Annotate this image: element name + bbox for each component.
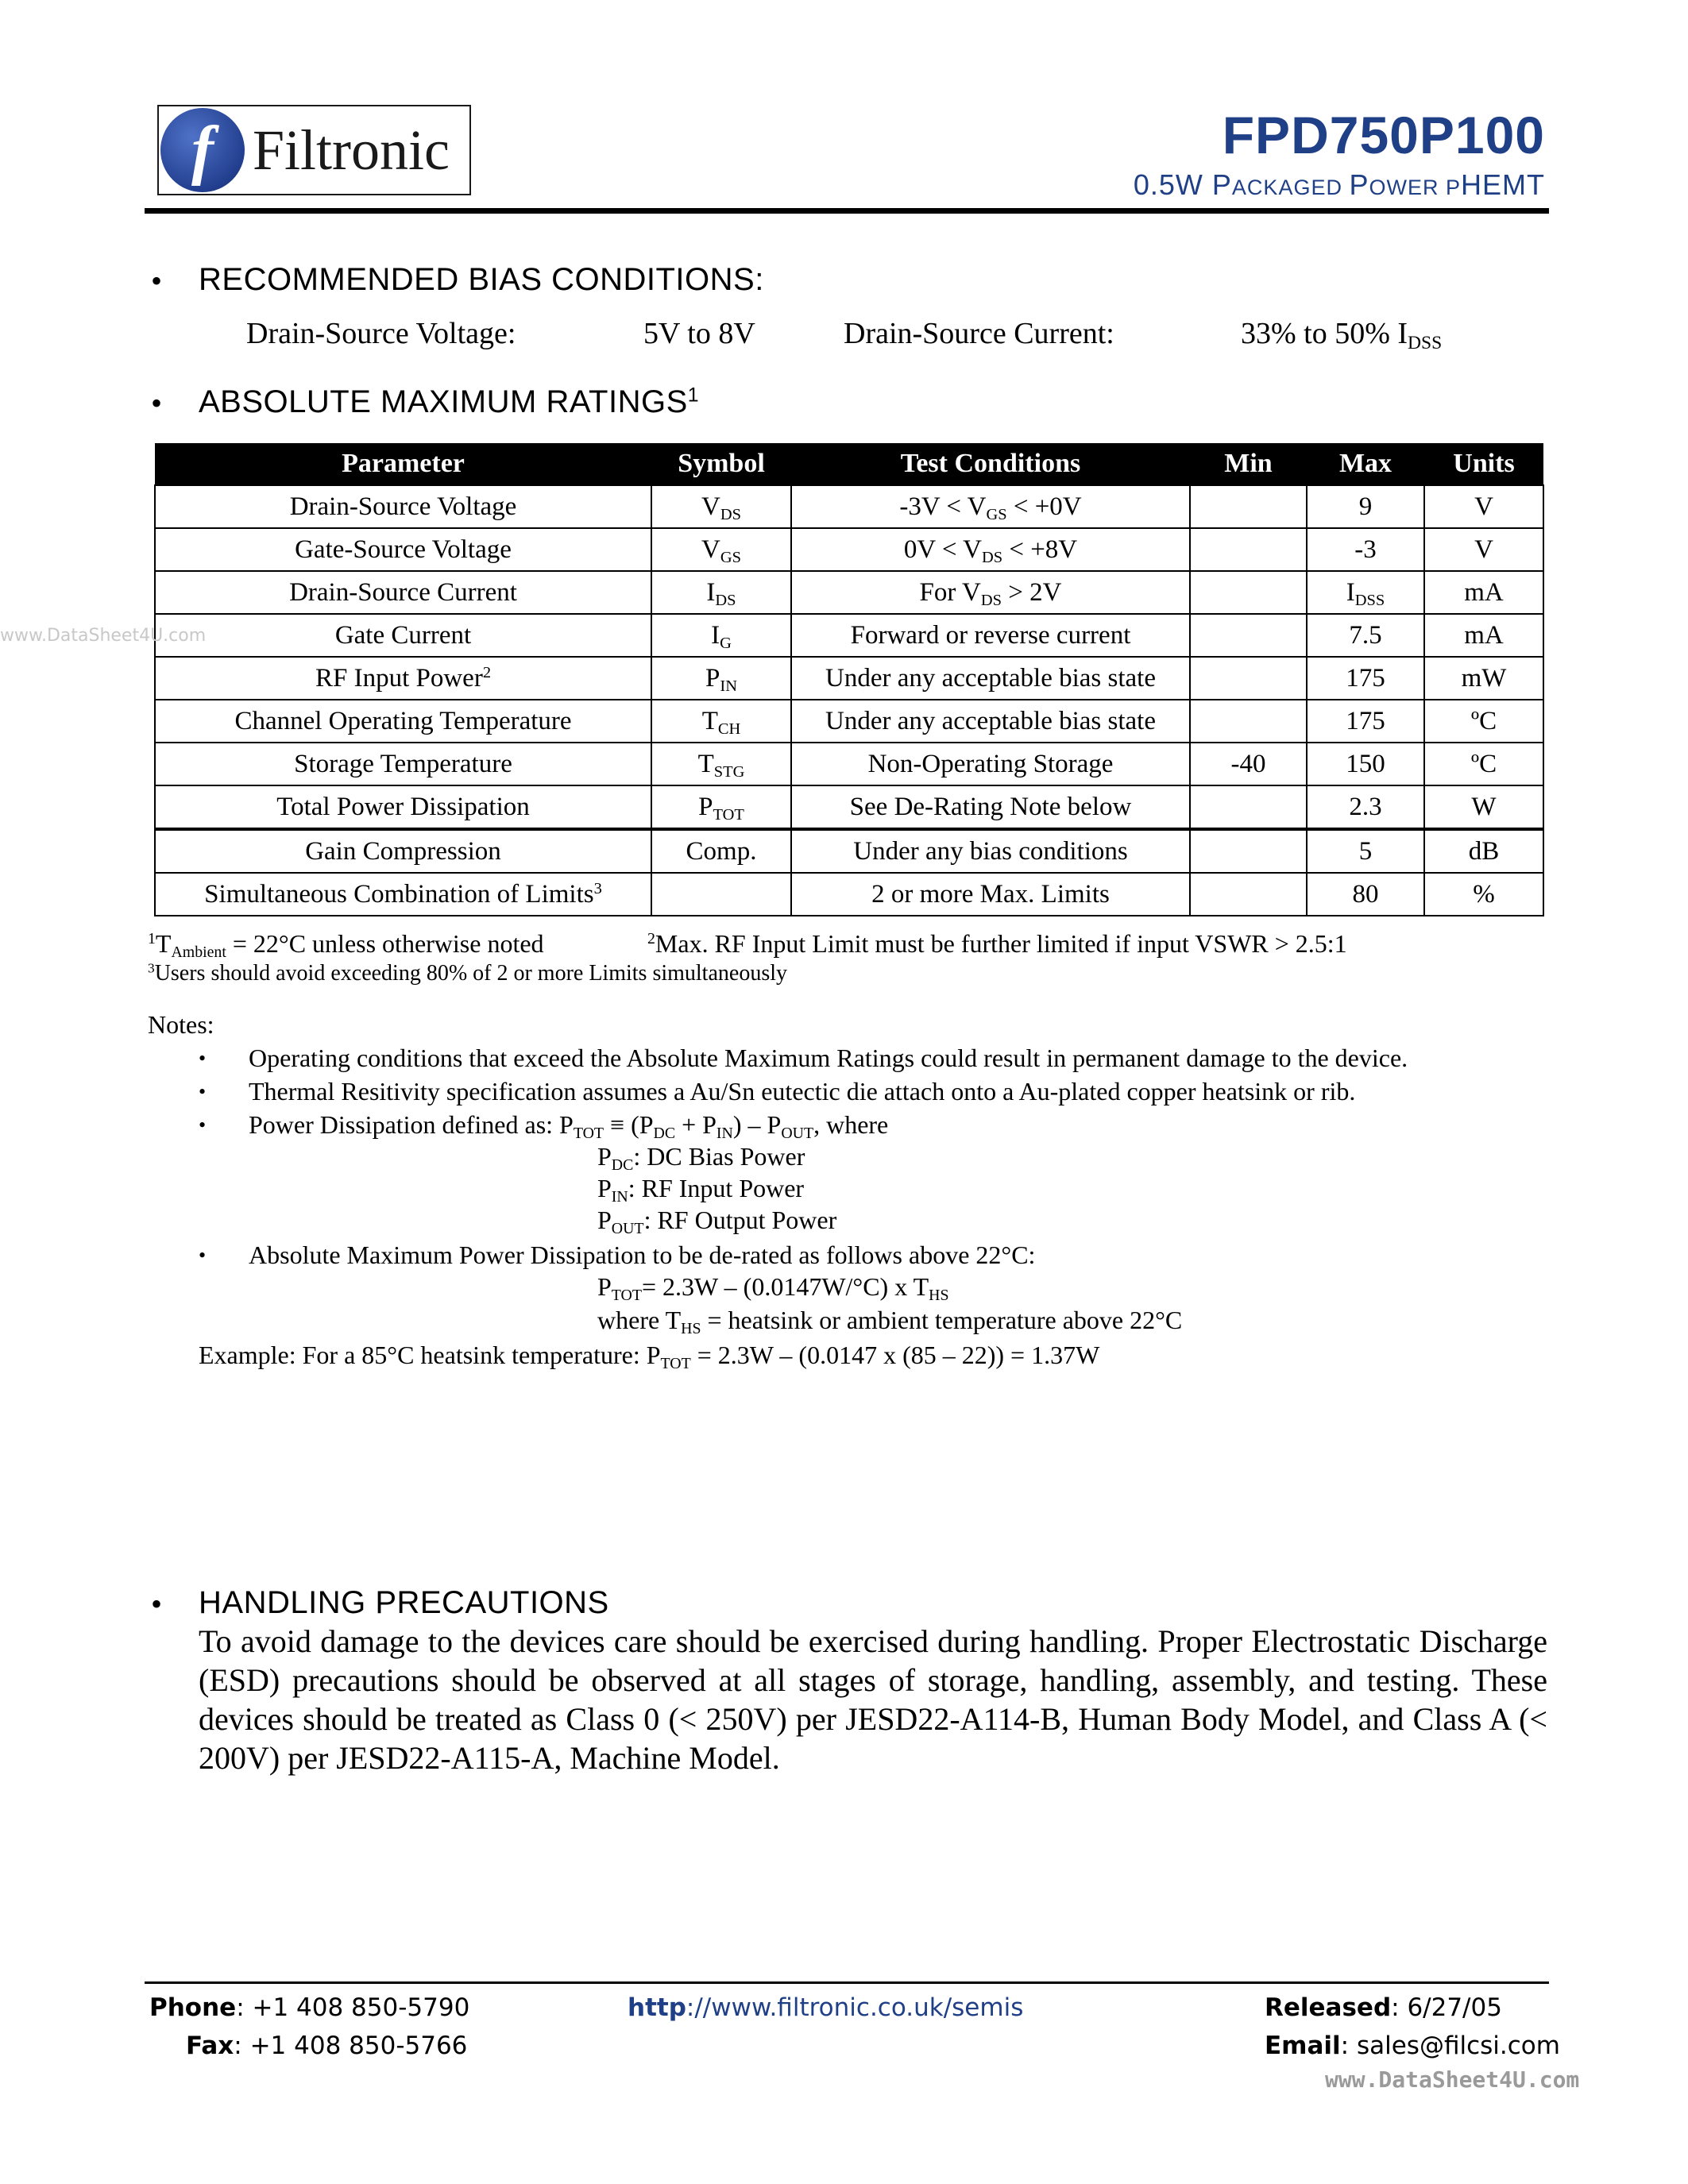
header-symbol: Symbol <box>651 443 791 485</box>
cell-parameter: Channel Operating Temperature <box>155 700 651 743</box>
note-pdc: $P_{DC}$: DC Bias Power <box>597 1142 805 1174</box>
table-row <box>155 657 1543 700</box>
cell-units: mA <box>1424 614 1543 657</box>
cell-max: $I_{DSS}$ <box>1307 571 1424 614</box>
cell-min <box>1190 829 1307 873</box>
part-number: FPD750P100 <box>1222 106 1545 164</box>
cell-max: 175 <box>1307 700 1424 743</box>
bias-vds-label: Drain-Source Voltage: <box>246 317 516 350</box>
cell-max: 5 <box>1307 829 1424 873</box>
cell-max: 80 <box>1307 873 1424 916</box>
cell-max: 2.3 <box>1307 785 1424 829</box>
cell-units: V <box>1424 485 1543 528</box>
note-3: Power Dissipation defined as: $P_{TOT} \equiv (P_{DC} + P_{IN}) - P_{OUT}$, where <box>249 1110 889 1142</box>
cell-test-conditions: See De-Rating Note below <box>791 785 1190 829</box>
cell-units: mA <box>1424 571 1543 614</box>
note-2: Thermal Resitivity specification assumes a Au/Sn eutectic die attach onto a Au-plated copper heatsink or rib. <box>249 1077 1356 1106</box>
cell-test-conditions: Under any acceptable bias state <box>791 657 1190 700</box>
note-pout: $P_{OUT}$: RF Output Power <box>597 1206 837 1237</box>
table-row <box>155 614 1543 657</box>
cell-symbol: $V_{GS}$ <box>651 528 791 571</box>
footer-email: Email: sales@filcsi.com <box>1265 2032 1560 2060</box>
table-row <box>155 571 1543 614</box>
cell-parameter: Drain-Source Voltage <box>155 485 651 528</box>
cell-test-conditions: $0V < V_{DS} < +8V$ <box>791 528 1190 571</box>
note-pin: $P_{IN}$: RF Input Power <box>597 1174 805 1206</box>
logo-letter: f <box>191 113 214 187</box>
note-2-bullet: • <box>199 1080 207 1103</box>
note-1-bullet: • <box>199 1047 207 1070</box>
table-row <box>155 485 1543 528</box>
cell-min <box>1190 571 1307 614</box>
derating-example: Example: For a 85°C heatsink temperature: $P_{TOT} = 2.3W - (0.0147$ x (85 – 22)) = 1.37W <box>199 1341 1100 1372</box>
footer-released: Released: 6/27/05 <box>1265 1993 1502 2022</box>
cell-parameter: Drain-Source Current <box>155 571 651 614</box>
cell-min <box>1190 785 1307 829</box>
bottom-watermark: www.DataSheet4U.com <box>1325 2066 1580 2093</box>
cell-parameter: Total Power Dissipation <box>155 785 651 829</box>
cell-symbol: $I_{DS}$ <box>651 571 791 614</box>
note-4: Absolute Maximum Power Dissipation to be de-rated as follows above 22°C: <box>249 1241 1036 1269</box>
table-row <box>155 873 1543 916</box>
cell-min <box>1190 485 1307 528</box>
absolute-max-ratings-table <box>154 443 1544 916</box>
note-4-bullet: • <box>199 1244 207 1267</box>
table-row <box>155 785 1543 829</box>
table-row <box>155 743 1543 785</box>
cell-units: mW <box>1424 657 1543 700</box>
cell-test-conditions: 2 or more Max. Limits <box>791 873 1190 916</box>
cell-units: V <box>1424 528 1543 571</box>
cell-max: 175 <box>1307 657 1424 700</box>
cell-symbol: Comp. <box>651 829 791 873</box>
bias-section-title: RECOMMENDED BIAS CONDITIONS: <box>199 262 764 297</box>
cell-parameter: RF Input Power$^2$ <box>155 657 651 700</box>
header-min: Min <box>1190 443 1307 485</box>
cell-parameter: Gate-Source Voltage <box>155 528 651 571</box>
table-row <box>155 829 1543 873</box>
cell-symbol: $T_{CH}$ <box>651 700 791 743</box>
table-row <box>155 528 1543 571</box>
cell-symbol: $T_{STG}$ <box>651 743 791 785</box>
table-header-row <box>155 443 1543 485</box>
header-units: Units <box>1424 443 1543 485</box>
cell-symbol: $V_{DS}$ <box>651 485 791 528</box>
footer-phone: Phone: +1 408 850-5790 <box>149 1993 470 2022</box>
derating-formula: $P_{TOT}= 2.3W - (0.0147W/^\circ C)$ x $T_{HS}$ <box>597 1272 949 1304</box>
footnote-3: $^3$Users should avoid exceeding 80% of 2 or more Limits simultaneously <box>148 960 787 986</box>
handling-section-title: HANDLING PRECAUTIONS <box>199 1585 609 1620</box>
cell-max: 7.5 <box>1307 614 1424 657</box>
side-watermark: www.DataSheet4U.com <box>0 626 207 646</box>
footer-fax: Fax: +1 408 850-5766 <box>186 2032 468 2060</box>
cell-parameter: Gate Current <box>155 614 651 657</box>
cell-test-conditions: For $V_{DS} > 2V$ <box>791 571 1190 614</box>
cell-test-conditions: Under any acceptable bias state <box>791 700 1190 743</box>
bias-ids-value: 33% to 50% $I_{DSS}$ <box>1241 317 1443 354</box>
amr-section-title: ABSOLUTE MAXIMUM RATINGS$^1$ <box>199 384 700 419</box>
cell-symbol: $I_G$ <box>651 614 791 657</box>
footnote-1: $^1T_{Ambient} = 22^\circ C$ unless otherwise noted <box>148 929 544 961</box>
bias-ids-label: Drain-Source Current: <box>844 317 1114 350</box>
footer-rule <box>145 1981 1549 1984</box>
cell-symbol: $P_{TOT}$ <box>651 785 791 829</box>
cell-units: dB <box>1424 829 1543 873</box>
footer-website-link[interactable]: http://www.filtronic.co.uk/semis <box>628 1993 1024 2022</box>
cell-symbol: $P_{IN}$ <box>651 657 791 700</box>
cell-min: -40 <box>1190 743 1307 785</box>
part-subtitle: 0.5W PACKAGED POWER PHEMT <box>1133 168 1545 201</box>
notes-heading: Notes: <box>148 1010 214 1039</box>
bias-vds-value: 5V to 8V <box>643 317 755 350</box>
cell-units: ºC <box>1424 700 1543 743</box>
cell-min <box>1190 873 1307 916</box>
bias-bullet: • <box>151 263 163 299</box>
header-parameter: Parameter <box>155 443 651 485</box>
cell-symbol <box>651 873 791 916</box>
footnote-2: $^2$Max. RF Input Limit must be further limited if input VSWR > 2.5:1 <box>647 929 1347 958</box>
cell-units: W <box>1424 785 1543 829</box>
cell-test-conditions: Non-Operating Storage <box>791 743 1190 785</box>
derating-where: where $T_{HS}$ = heatsink or ambient temperature above 22°C <box>597 1306 1183 1337</box>
logo-wordmark: Filtronic <box>253 118 450 182</box>
cell-max: -3 <box>1307 528 1424 571</box>
cell-test-conditions: Under any bias conditions <box>791 829 1190 873</box>
cell-parameter: Simultaneous Combination of Limits$^3$ <box>155 873 651 916</box>
amr-bullet: • <box>151 385 163 421</box>
cell-parameter: Storage Temperature <box>155 743 651 785</box>
header-rule <box>145 208 1549 214</box>
cell-test-conditions: Forward or reverse current <box>791 614 1190 657</box>
handling-body: To avoid damage to the devices care should be exercised during handling. Proper Electrostatic Discharge (ESD) precautions should be observed at all stages of storage, handling, assembly, and testing. These devices should be treated as Class 0 (< 250V) per JESD22-A114-B, Human Body Model, and Class A (< 200V) per JESD22-A115-A, Machine Model. <box>199 1623 1547 1776</box>
cell-units: % <box>1424 873 1543 916</box>
cell-test-conditions: $-3V < V_{GS} < +0V$ <box>791 485 1190 528</box>
header-test-conditions: Test Conditions <box>791 443 1190 485</box>
cell-min <box>1190 700 1307 743</box>
cell-min <box>1190 528 1307 571</box>
table-row <box>155 700 1543 743</box>
note-1: Operating conditions that exceed the Absolute Maximum Ratings could result in permanent damage to the device. <box>249 1044 1408 1072</box>
note-3-bullet: • <box>199 1113 207 1136</box>
cell-min <box>1190 614 1307 657</box>
cell-parameter: Gain Compression <box>155 829 651 873</box>
cell-units: ºC <box>1424 743 1543 785</box>
cell-max: 9 <box>1307 485 1424 528</box>
header-max: Max <box>1307 443 1424 485</box>
handling-bullet: • <box>151 1586 163 1622</box>
cell-min <box>1190 657 1307 700</box>
cell-max: 150 <box>1307 743 1424 785</box>
